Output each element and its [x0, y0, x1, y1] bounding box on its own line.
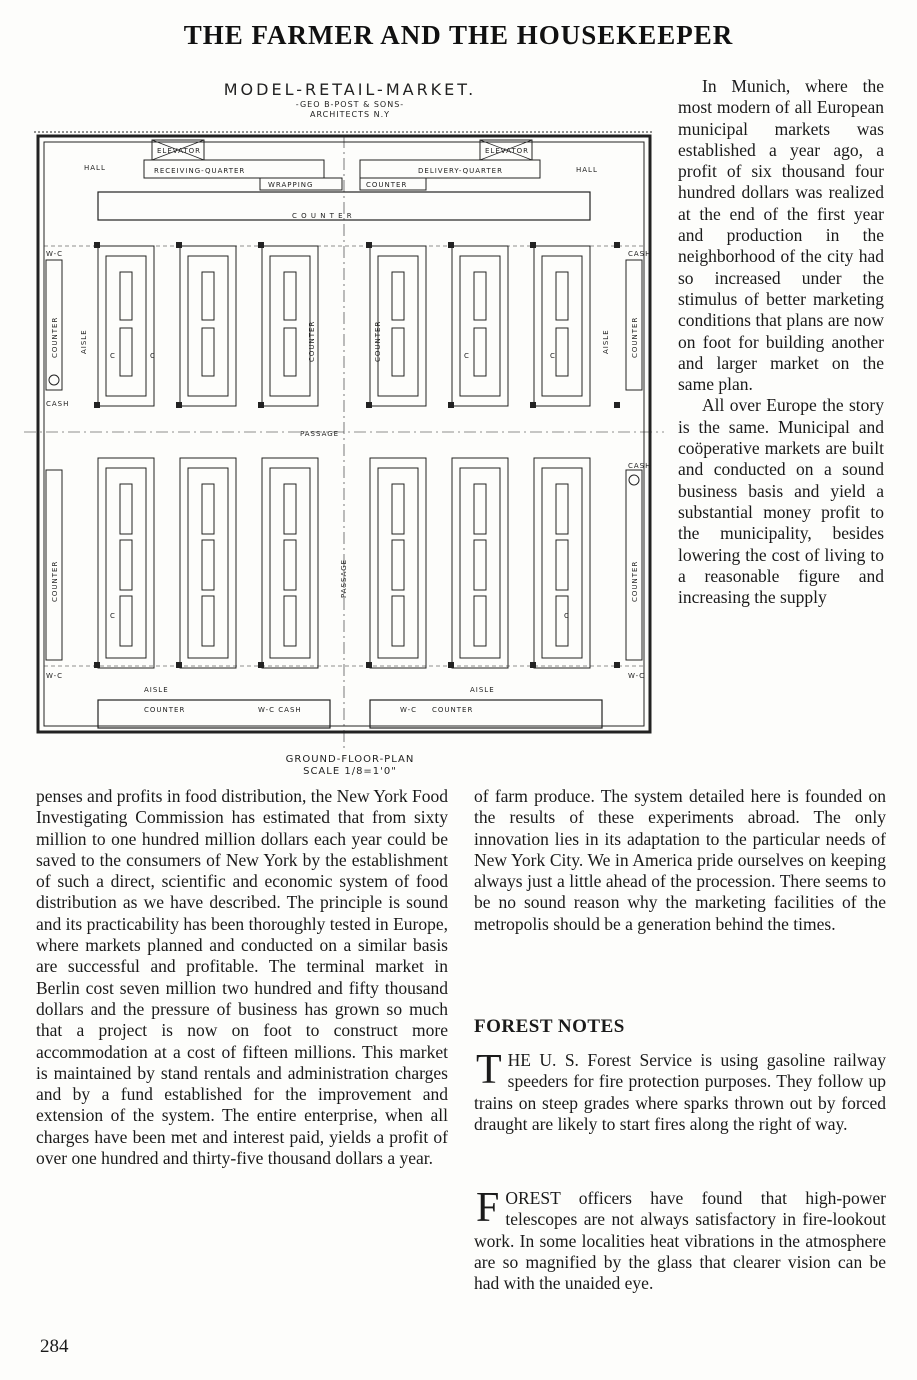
- plan-label-wc-bottom-right: W-C: [628, 672, 646, 680]
- forest-note-2-text: [474, 1185, 886, 1294]
- plan-label-counter-left-top: COUNTER: [51, 316, 59, 358]
- right-column-bottom: [474, 786, 886, 935]
- plan-label-elevator-left: ELEVATOR: [157, 147, 201, 155]
- plan-label-c-5: C: [110, 612, 116, 620]
- plan-label-aisle-right: AISLE: [470, 686, 495, 694]
- plan-label-counter-left-bottom: COUNTER: [51, 560, 59, 602]
- plan-label-counter-center-left: COUNTER: [308, 320, 316, 362]
- plan-label-c-3: C: [464, 352, 470, 360]
- plan-label-counter-right-bottom: COUNTER: [631, 560, 639, 602]
- plan-label-wc-bottom: W-C: [400, 706, 418, 714]
- paragraph-commission: penses and profits in food distribution, the New York Food Investigating Commission has estimated that from sixty million to one hundred million dollars each year could be saved to the consumers of New York by the establishment of such a direct, scientific and economic system of food distribution as we have described. The principle is sound and its practicability has been thoroughly tested in Europe, where markets planned and conducted on a similar basis are successful and profitable. The terminal market in Berlin cost seven million two hundred and fifty thousand dollars and the pressure of business has grown so much that a project is now on foot to construct more accommodation at a cost of fifteen millions. This market is maintained by stand rentals and administration charges and by a fund established for the improvement and extension of the system. The entire enterprise, when all charges have been met and interest paid, yields a profit of over one hundred and thirty-five thousand dollars a year.: [36, 786, 448, 1169]
- forest-note-2-body: OREST officers have found that high-power telescopes are not always satisfactory in fire-lookout work. In some localities heat vibrations in the atmosphere are so magnified by the glass that clearer vision can be had with the unaided eye.: [474, 1188, 886, 1294]
- plan-label-c-2: C: [150, 352, 156, 360]
- forest-note-2: [474, 1185, 886, 1294]
- plan-label-aisle-left-top: AISLE: [80, 329, 88, 354]
- page-header: THE FARMER AND THE HOUSEKEEPER: [183, 20, 734, 50]
- plan-label-hall-left: HALL: [84, 164, 106, 172]
- plan-label-wc-cash: W-C CASH: [258, 706, 302, 714]
- plan-label-passage-vertical: PASSAGE: [340, 558, 348, 598]
- plan-caption: [200, 754, 500, 778]
- plan-title: MODEL-RETAIL-MARKET.: [223, 80, 477, 99]
- plan-label-passage: PASSAGE: [300, 430, 340, 438]
- plan-label-c-4: C: [550, 352, 556, 360]
- plan-label-aisle-left: AISLE: [144, 686, 169, 694]
- plan-label-counter-bottom-left: COUNTER: [144, 706, 186, 714]
- plan-label-counter-right-top: COUNTER: [631, 316, 639, 358]
- plan-label-counter-top: C O U N T E R: [292, 212, 353, 220]
- plan-architects-line2: ARCHITECTS N.Y: [309, 110, 391, 119]
- plan-label-wc-bottom-left: W-C: [46, 672, 64, 680]
- plan-label-receiving: RECEIVING-QUARTER: [154, 167, 246, 175]
- plan-label-c-1: C: [110, 352, 116, 360]
- plan-label-cash-left: CASH: [46, 400, 70, 408]
- forest-note-1-body: HE U. S. Forest Service is using gasoline railway speeders for fire protection purposes. They follow up trains on steep grades where sparks thrown out by forced draught are likely to start fires along the right of way.: [474, 1050, 886, 1134]
- plan-label-hall-right: HALL: [576, 166, 598, 174]
- plan-label-counter-center-right: COUNTER: [374, 320, 382, 362]
- right-column-top: [678, 76, 884, 608]
- plan-label-wc-top-left: W-C: [46, 250, 64, 258]
- plan-label-c-6: C: [564, 612, 570, 620]
- plan-label-wrapping: WRAPPING: [268, 181, 314, 189]
- paragraph-munich: In Munich, where the most modern of all European municipal markets was established a year ago, a profit of six thousand four hundred dollars was realized at the end of the first year and production in the neighborhood of the city had so increased under the stimulus of better marketing conditions that plans are now on foot for building another and larger market on the same plan.: [678, 76, 884, 395]
- left-column-bottom: [36, 786, 448, 1169]
- plan-label-counter-small: COUNTER: [366, 181, 408, 189]
- plan-caption-line1: GROUND-FLOOR-PLAN: [285, 754, 415, 765]
- plan-label-counter-bottom-right: COUNTER: [432, 706, 474, 714]
- forest-note-1: [474, 1047, 886, 1135]
- floor-plan-drawing: [24, 122, 664, 754]
- paragraph-europe: All over Europe the story is the same. Municipal and coöperative markets are built and conducted on a sound business basis and yield a substantial money profit to the municipality, besides lowering the cost of living to a reasonable figure and increasing the supply: [678, 395, 884, 608]
- plan-architects: [220, 100, 480, 120]
- forest-note-1-text: [474, 1047, 886, 1135]
- dropcap-f: F: [476, 1185, 500, 1231]
- section-title-forest-notes: FOREST NOTES: [474, 1016, 625, 1037]
- paragraph-farm-produce: of farm produce. The system detailed here is founded on the results of these experiments abroad. The only innovation lies in its adaptation to the particular needs of New York City. We in America pride ourselves on keeping always just a little ahead of the procession. There seems to be no sound reason why the marketing facilities of the metropolis should be a generation behind the times.: [474, 786, 886, 934]
- plan-label-delivery: DELIVERY-QUARTER: [418, 167, 503, 175]
- plan-label-cash-top-right: CASH: [628, 250, 652, 258]
- plan-label-cash-right: CASH: [628, 462, 652, 470]
- plan-label-elevator-right: ELEVATOR: [485, 147, 529, 155]
- plan-caption-line2: SCALE 1/8=1'0": [303, 766, 397, 777]
- plan-label-aisle-right-top: AISLE: [602, 329, 610, 354]
- page-number: 284: [40, 1336, 69, 1357]
- dropcap-t: T: [476, 1047, 502, 1093]
- plan-architects-line1: -GEO B-POST & SONS-: [295, 100, 405, 109]
